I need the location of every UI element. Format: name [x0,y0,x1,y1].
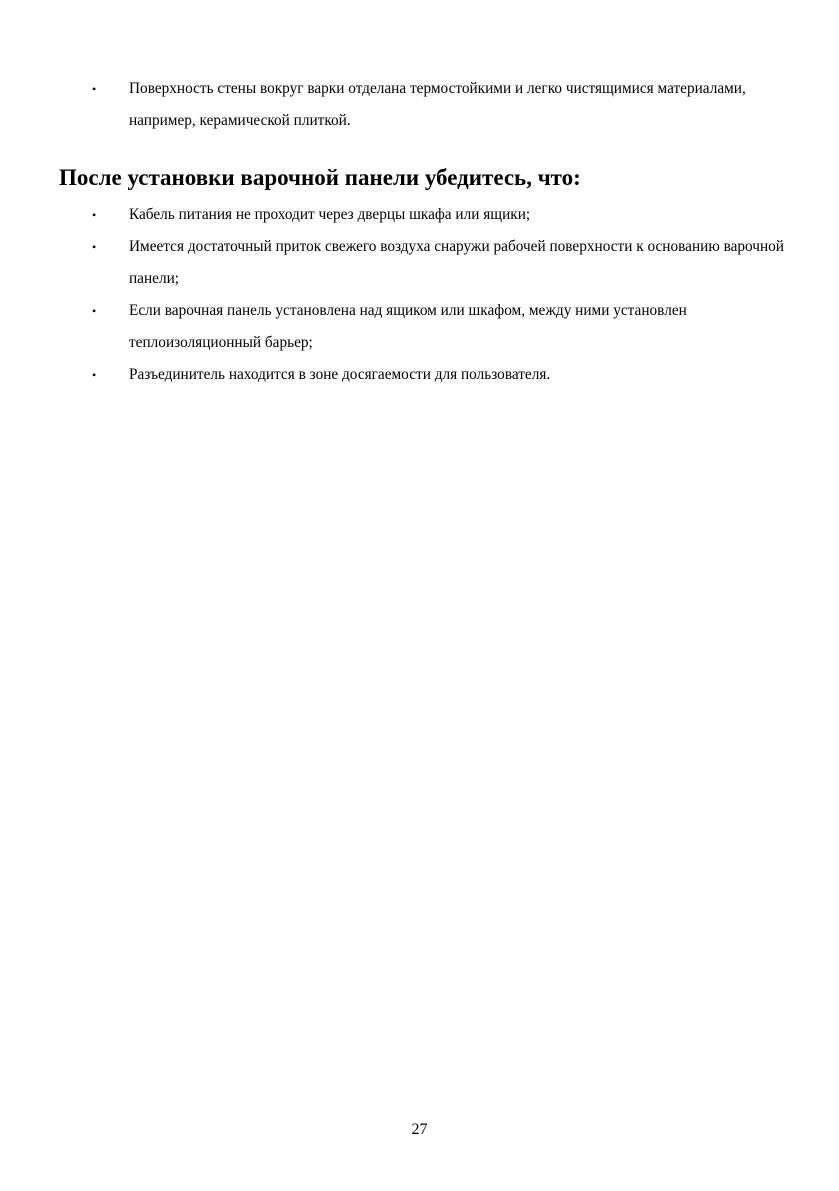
checklist-bullet-list [84,199,804,391]
list-item [84,295,804,359]
list-item-text: Поверхность стены вокруг варки отделана термостойкими и легко чистящимися материалами, например, керамической плиткой. [129,80,746,129]
bullet-icon: • [92,208,97,222]
list-item [84,359,804,391]
list-item-text: Имеется достаточный приток свежего воздуха снаружи рабочей поверхности к основанию варочной панели; [129,238,784,287]
list-item-text: Разъединитель находится в зоне досягаемости для пользователя. [129,366,551,383]
list-item [84,73,804,137]
list-item [84,199,804,231]
bullet-icon: • [92,304,97,318]
bullet-icon: • [92,240,97,254]
list-item-text: Кабель питания не проходит через дверцы шкафа или ящики; [129,206,531,223]
page-number: 27 [411,1121,428,1138]
list-item-text: Если варочная панель установлена над ящиком или шкафом, между ними установлен теплоизоляционный барьер; [129,302,687,351]
list-item [84,231,804,295]
bullet-icon: • [92,82,97,96]
section-heading: После установки варочной панели убедитесь, что: [59,165,581,190]
bullet-icon: • [92,368,97,382]
intro-bullet-list [84,73,804,137]
